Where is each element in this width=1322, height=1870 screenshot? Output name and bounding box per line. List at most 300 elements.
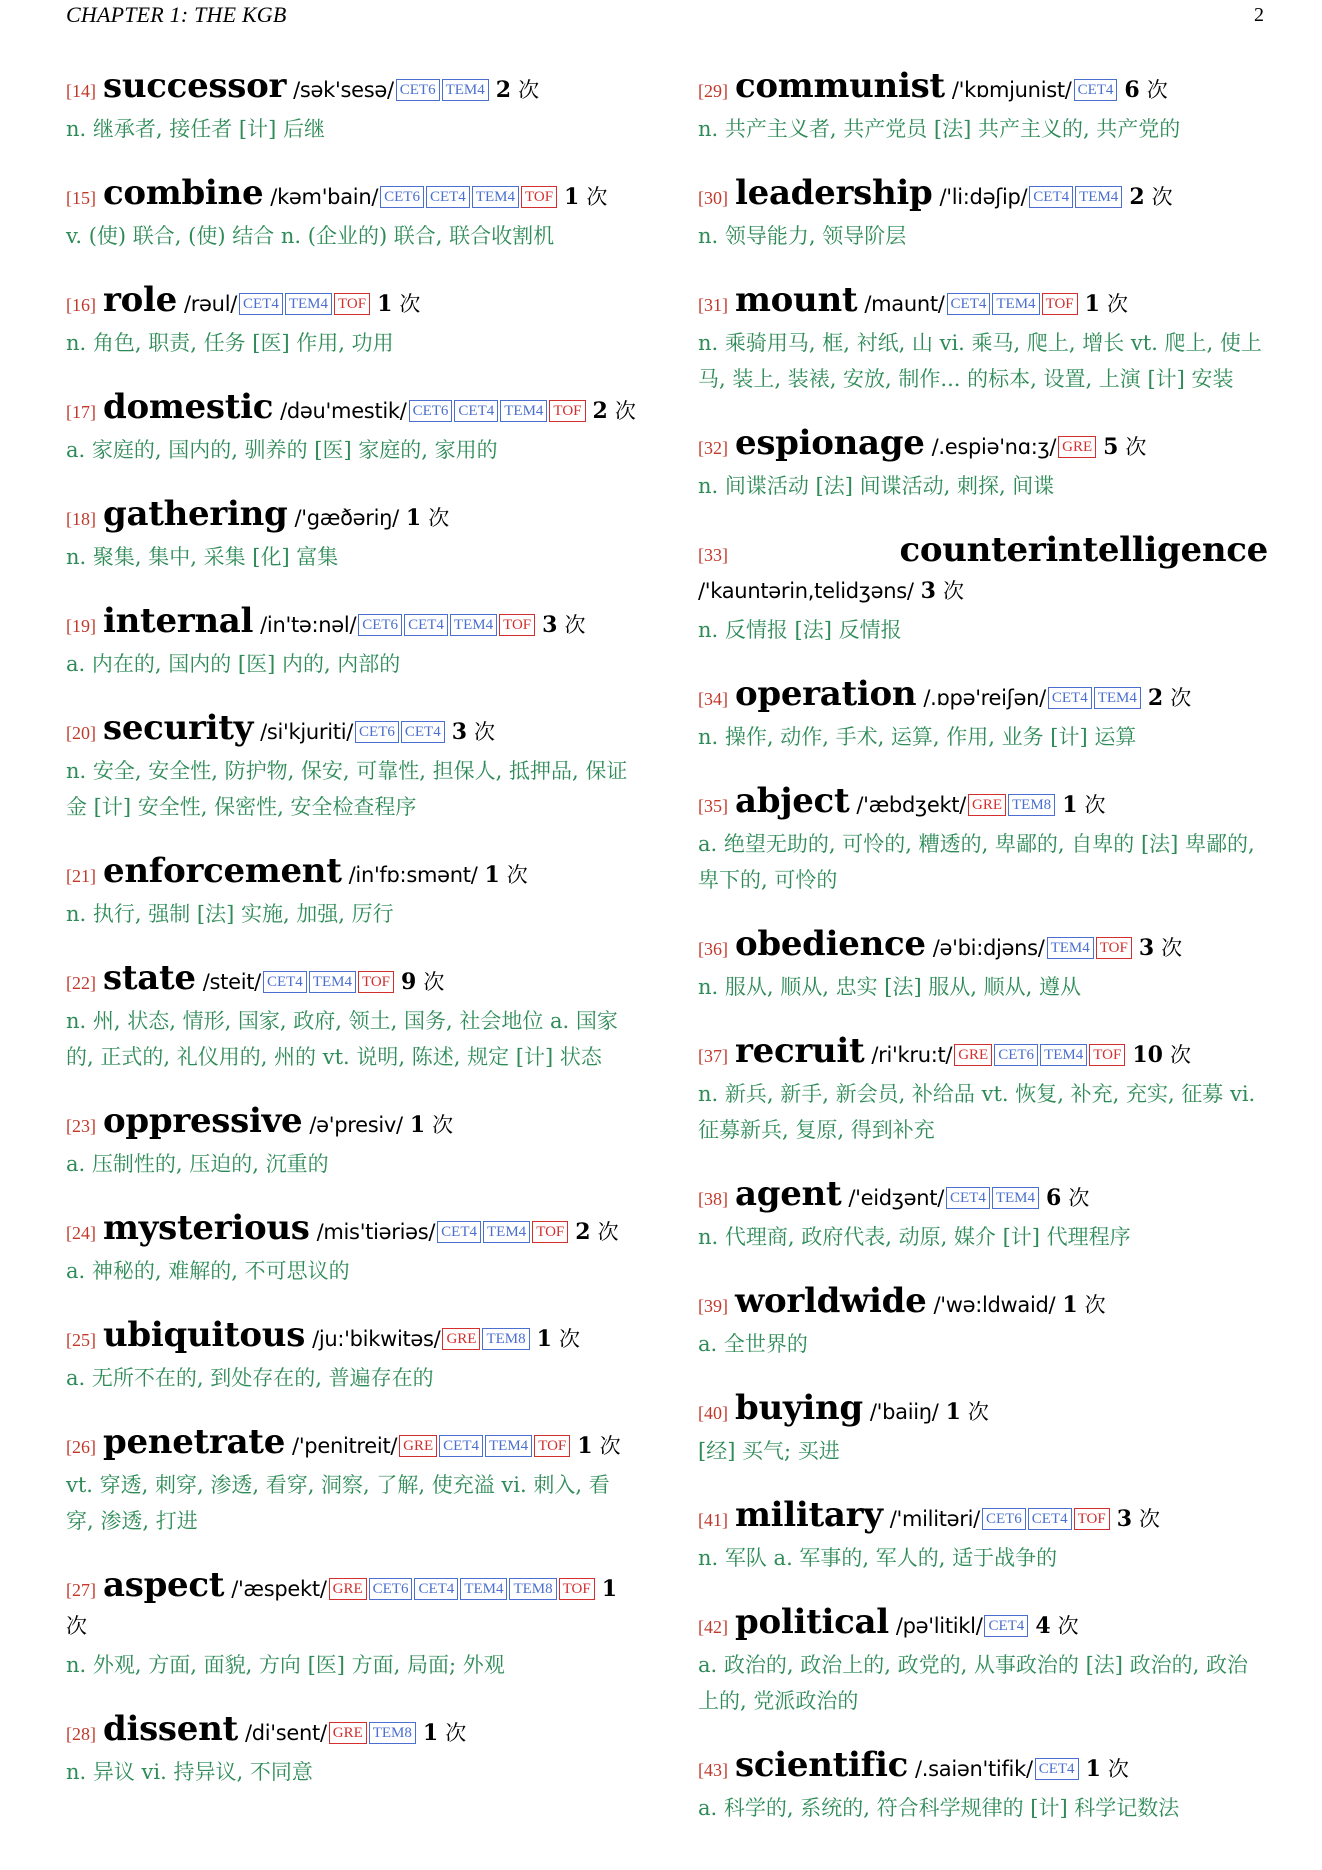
entry-number: [19]	[66, 616, 96, 636]
definition: n. 外观, 方面, 面貌, 方向 [医] 方面, 局面; 外观	[66, 1653, 505, 1677]
entry-number: [14]	[66, 81, 96, 101]
exam-tag-cet4: CET4	[414, 1578, 458, 1600]
frequency-unit: 次	[1106, 292, 1128, 316]
frequency-unit: 次	[1170, 686, 1192, 710]
frequency-count: 1	[1084, 291, 1100, 317]
pronunciation: /ju:'bikwitəs/	[312, 1327, 441, 1351]
entry-number: [40]	[698, 1403, 728, 1423]
exam-tag-tem4: TEM4	[309, 971, 356, 993]
pronunciation: /'li:dəʃip/	[939, 185, 1028, 209]
headword: agent	[735, 1174, 842, 1214]
entry-headline	[66, 68, 636, 109]
definition: n. 安全, 安全性, 防护物, 保安, 可靠性, 担保人, 抵押品, 保证金 [计] 安全性, 保密性, 安全检查程序	[66, 759, 628, 819]
headword: role	[103, 280, 177, 320]
frequency-count: 1	[536, 1326, 552, 1352]
definition: vt. 穿透, 刺穿, 渗透, 看穿, 洞察, 了解, 使充溢 vi. 刺入, 看穿, 渗透, 打进	[66, 1473, 610, 1533]
frequency-count: 1	[1062, 792, 1078, 818]
entry-number: [33]	[698, 545, 728, 565]
exam-tag-tof: TOF	[1089, 1044, 1125, 1066]
frequency-count: 6	[1046, 1185, 1062, 1211]
entry-number: [30]	[698, 188, 728, 208]
vocab-entry	[66, 1317, 636, 1396]
headword: combine	[103, 173, 264, 213]
headword: security	[103, 708, 254, 748]
frequency-unit: 次	[445, 1721, 467, 1745]
exam-tag-gre: GRE	[1058, 436, 1096, 458]
entry-headline	[66, 389, 636, 430]
definition: n. 反情报 [法] 反情报	[698, 618, 902, 642]
chapter-title: CHAPTER 1: THE KGB	[66, 2, 287, 27]
exam-tag-cet4: CET4	[1035, 1758, 1079, 1780]
frequency-count: 3	[542, 612, 558, 638]
frequency-unit: 次	[518, 78, 540, 102]
exam-tag-cet4: CET4	[1048, 687, 1092, 709]
frequency-unit: 次	[1068, 1186, 1090, 1210]
entry-headline	[66, 603, 636, 644]
entry-number: [39]	[698, 1296, 728, 1316]
headword: worldwide	[735, 1281, 927, 1321]
exam-tag-cet4: CET4	[439, 1435, 483, 1457]
exam-tag-tem4: TEM4	[483, 1221, 530, 1243]
exam-tag-cet4: CET4	[1074, 79, 1118, 101]
exam-tag-tof: TOF	[521, 186, 557, 208]
frequency-count: 2	[495, 77, 512, 103]
vocab-entry	[698, 783, 1268, 898]
headword: leadership	[735, 173, 933, 213]
vocab-entry	[66, 1567, 636, 1683]
exam-tag-cet4: CET4	[454, 400, 498, 422]
pronunciation: /dəu'mestik/	[280, 399, 407, 423]
frequency-count: 4	[1035, 1613, 1051, 1639]
frequency-unit: 次	[1084, 793, 1106, 817]
exam-tag-tem4: TEM4	[285, 293, 332, 315]
entry-headline	[698, 1033, 1268, 1074]
definition: n. 服从, 顺从, 忠实 [法] 服从, 顺从, 遵从	[698, 975, 1082, 999]
headword: scientific	[735, 1745, 908, 1785]
pronunciation: /'æspekt/	[231, 1577, 327, 1601]
frequency-count: 2	[1129, 184, 1145, 210]
entry-number: [15]	[66, 188, 96, 208]
entry-headline	[66, 1711, 636, 1752]
headword-line	[698, 532, 1268, 573]
definition: a. 神秘的, 难解的, 不可思议的	[66, 1259, 350, 1283]
pronunciation: /maunt/	[864, 292, 945, 316]
vocab-entry	[698, 1747, 1268, 1826]
definition: n. 共产主义者, 共产党员 [法] 共产主义的, 共产党的	[698, 117, 1181, 141]
vocab-entry	[66, 1711, 636, 1790]
headword: successor	[103, 66, 287, 106]
frequency-count: 5	[1103, 434, 1119, 460]
pronunciation: /'kɒmjunist/	[951, 78, 1072, 102]
frequency-unit: 次	[597, 1220, 619, 1244]
definition: n. 乘骑用马, 框, 衬纸, 山 vi. 乘马, 爬上, 增长 vt. 爬上, 使上马, 装上, 装裱, 安放, 制作... 的标本, 设置, 上演 [计] 安装	[698, 331, 1262, 391]
exam-tag-tof: TOF	[1096, 937, 1132, 959]
exam-tag-gre: GRE	[329, 1722, 367, 1744]
pronunciation: /.espiə'nɑ:ʒ/	[931, 435, 1057, 459]
entry-number: [37]	[698, 1046, 728, 1066]
entry-headline	[698, 1604, 1268, 1645]
frequency-unit: 次	[423, 970, 445, 994]
entry-headline	[66, 496, 636, 537]
exam-tag-tem4: TEM4	[1075, 186, 1122, 208]
exam-tag-tof: TOF	[1042, 293, 1078, 315]
exam-tag-tof: TOF	[358, 971, 394, 993]
headword: communist	[735, 66, 945, 106]
pronunciation: /ə'presiv/	[309, 1113, 403, 1137]
frequency-unit: 次	[1161, 936, 1183, 960]
exam-tag-tem4: TEM4	[1094, 687, 1141, 709]
entry-headline	[698, 1176, 1268, 1217]
entry-number: [16]	[66, 295, 96, 315]
entry-headline	[66, 1424, 636, 1465]
entry-number: [38]	[698, 1189, 728, 1209]
frequency-count: 2	[592, 398, 608, 424]
entry-headline	[698, 425, 1268, 466]
headword: dissent	[103, 1709, 238, 1749]
headword: enforcement	[103, 851, 342, 891]
entry-headline	[698, 532, 1268, 610]
definition: a. 压制性的, 压迫的, 沉重的	[66, 1152, 329, 1176]
pronunciation: /in'tə:nəl/	[260, 613, 357, 637]
definition: n. 执行, 强制 [法] 实施, 加强, 厉行	[66, 902, 394, 926]
headword: mysterious	[103, 1208, 310, 1248]
frequency-count: 1	[377, 291, 393, 317]
exam-tag-tem4: TEM4	[450, 614, 497, 636]
entry-number: [21]	[66, 866, 96, 886]
entry-number: [22]	[66, 973, 96, 993]
entry-headline	[66, 960, 636, 1001]
frequency-unit: 次	[399, 292, 421, 316]
vocab-entry	[66, 68, 636, 147]
vocab-entry	[66, 1210, 636, 1289]
exam-tag-cet6: CET6	[355, 721, 399, 743]
exam-tag-tem4: TEM4	[442, 79, 489, 101]
exam-tag-cet6: CET6	[396, 79, 440, 101]
frequency-count: 1	[484, 862, 500, 888]
pronunciation: /pə'litikl/	[895, 1614, 983, 1638]
headword: oppressive	[103, 1101, 303, 1141]
pronunciation: /ri'kru:t/	[871, 1043, 953, 1067]
entry-headline	[698, 1497, 1268, 1538]
vocab-entry	[66, 282, 636, 361]
exam-tag-cet4: CET4	[984, 1615, 1028, 1637]
frequency-count: 3	[1138, 935, 1155, 961]
frequency-unit: 次	[428, 506, 450, 530]
frequency-count: 9	[401, 969, 417, 995]
frequency-count: 1	[1085, 1756, 1101, 1782]
definition: a. 政治的, 政治上的, 政党的, 从事政治的 [法] 政治的, 政治上的, 党派政治的	[698, 1653, 1249, 1713]
exam-tag-tem4: TEM4	[500, 400, 547, 422]
vocab-entry	[698, 175, 1268, 254]
headword: counterintelligence	[899, 530, 1268, 570]
entry-number: [31]	[698, 295, 728, 315]
entry-number: [36]	[698, 939, 728, 959]
entry-headline	[66, 710, 636, 751]
entry-number: [28]	[66, 1724, 96, 1744]
entry-number: [41]	[698, 1510, 728, 1530]
frequency-count: 1	[405, 505, 422, 531]
frequency-count: 1	[409, 1112, 426, 1138]
vocab-entry	[698, 1176, 1268, 1255]
frequency-unit: 次	[66, 1614, 87, 1638]
pronunciation: /'gæðəriŋ/	[294, 506, 399, 530]
frequency-unit: 次	[967, 1400, 989, 1424]
definition: n. 州, 状态, 情形, 国家, 政府, 领土, 国务, 社会地位 a. 国家的, 正式的, 礼仪用的, 州的 vt. 说明, 陈述, 规定 [计] 状态	[66, 1009, 618, 1069]
frequency-unit: 次	[1146, 78, 1168, 102]
headword: mount	[735, 280, 858, 320]
exam-tag-gre: GRE	[399, 1435, 437, 1457]
entry-number: [35]	[698, 796, 728, 816]
frequency-unit: 次	[599, 1434, 621, 1458]
definition: a. 科学的, 系统的, 符合科学规律的 [计] 科学记数法	[698, 1796, 1180, 1820]
pronunciation: /kəm'bain/	[270, 185, 379, 209]
vocab-entry	[66, 496, 636, 575]
entry-number: [26]	[66, 1437, 96, 1457]
definition: a. 绝望无助的, 可怜的, 糟透的, 卑鄙的, 自卑的 [法] 卑鄙的, 卑下的, 可怜的	[698, 832, 1255, 892]
definition: n. 领导能力, 领导阶层	[698, 224, 907, 248]
exam-tag-cet4: CET4	[947, 293, 991, 315]
pronunciation: /ə'bi:djəns/	[932, 936, 1045, 960]
frequency-unit: 次	[1169, 1043, 1191, 1067]
vocab-entry	[698, 282, 1268, 397]
frequency-count: 3	[920, 578, 936, 604]
exam-tag-cet6: CET6	[380, 186, 424, 208]
frequency-unit: 次	[942, 579, 964, 603]
entry-number: [17]	[66, 402, 96, 422]
definition: n. 间谍活动 [法] 间谍活动, 刺探, 间谍	[698, 474, 1055, 498]
frequency-unit: 次	[558, 1327, 580, 1351]
entry-headline	[66, 282, 636, 323]
headword: ubiquitous	[103, 1315, 306, 1355]
frequency-count: 2	[575, 1219, 591, 1245]
entry-headline	[698, 926, 1268, 967]
entry-number: [24]	[66, 1223, 96, 1243]
vocab-entry	[66, 960, 636, 1075]
definition: a. 无所不在的, 到处存在的, 普遍存在的	[66, 1366, 434, 1390]
vocab-entry	[66, 1103, 636, 1182]
frequency-unit: 次	[1125, 435, 1147, 459]
frequency-count: 1	[422, 1720, 439, 1746]
vocab-entry	[66, 175, 636, 254]
exam-tag-tem4: TEM4	[992, 1187, 1039, 1209]
exam-tag-cet6: CET6	[358, 614, 402, 636]
entry-headline	[698, 1747, 1268, 1788]
exam-tag-tem4: TEM4	[992, 293, 1039, 315]
entry-headline	[66, 1317, 636, 1358]
exam-tag-tof: TOF	[549, 400, 585, 422]
pronunciation: /.ɒpə'reiʃən/	[923, 686, 1046, 710]
pronunciation: /.saiən'tifik/	[914, 1757, 1033, 1781]
pronunciation: /in'fɒ:smənt/	[348, 863, 478, 887]
exam-tag-cet6: CET6	[369, 1578, 413, 1600]
vocab-entry	[698, 676, 1268, 755]
entry-number: [43]	[698, 1760, 728, 1780]
pronunciation: /steit/	[202, 970, 261, 994]
frequency-unit: 次	[1151, 185, 1173, 209]
vocab-entry	[698, 1283, 1268, 1362]
exam-tag-tem4: TEM4	[1040, 1044, 1087, 1066]
definition: a. 内在的, 国内的 [医] 内的, 内部的	[66, 652, 401, 676]
frequency-unit: 次	[1139, 1507, 1161, 1531]
exam-tag-tem8: TEM8	[509, 1578, 556, 1600]
pronunciation: /rəul/	[183, 292, 238, 316]
entry-number: [27]	[66, 1580, 96, 1600]
exam-tag-gre: GRE	[954, 1044, 992, 1066]
exam-tag-gre: GRE	[329, 1578, 367, 1600]
exam-tag-tof: TOF	[559, 1578, 595, 1600]
page-header	[66, 2, 1264, 28]
pronunciation: /'eidʒənt/	[848, 1186, 944, 1210]
headword: internal	[103, 601, 254, 641]
vocab-entry	[698, 425, 1268, 504]
entry-number: [42]	[698, 1617, 728, 1637]
entry-number: [20]	[66, 723, 96, 743]
headword: abject	[735, 781, 850, 821]
entry-headline	[698, 282, 1268, 323]
exam-tag-cet4: CET4	[404, 614, 448, 636]
entry-headline	[698, 783, 1268, 824]
frequency-count: 1	[945, 1399, 961, 1425]
exam-tag-tof: TOF	[499, 614, 535, 636]
exam-tag-cet6: CET6	[994, 1044, 1038, 1066]
exam-tag-cet4: CET4	[1028, 1508, 1072, 1530]
definition: a. 家庭的, 国内的, 驯养的 [医] 家庭的, 家用的	[66, 438, 498, 462]
exam-tag-tem4: TEM4	[1047, 937, 1094, 959]
definition: n. 代理商, 政府代表, 动原, 媒介 [计] 代理程序	[698, 1225, 1131, 1249]
headword: state	[103, 958, 196, 998]
headword: buying	[735, 1388, 863, 1428]
definition: v. (使) 联合, (使) 结合 n. (企业的) 联合, 联合收割机	[66, 224, 555, 248]
frequency-count: 6	[1124, 77, 1140, 103]
frequency-count: 10	[1132, 1042, 1163, 1068]
frequency-count: 2	[1147, 685, 1164, 711]
entry-number: [25]	[66, 1330, 96, 1350]
frequency-count: 1	[1062, 1292, 1078, 1318]
entry-headline	[698, 68, 1268, 109]
definition: n. 军队 a. 军事的, 军人的, 适于战争的	[698, 1546, 1058, 1570]
headword: military	[735, 1495, 883, 1535]
vocab-entry	[698, 68, 1268, 147]
left-column	[66, 68, 636, 1818]
frequency-unit: 次	[474, 720, 496, 744]
frequency-count: 1	[564, 184, 580, 210]
entry-headline	[66, 853, 636, 894]
page-number: 2	[1254, 4, 1264, 26]
vocab-entry	[66, 603, 636, 682]
frequency-unit: 次	[1057, 1614, 1079, 1638]
frequency-unit: 次	[1107, 1757, 1129, 1781]
definition: a. 全世界的	[698, 1332, 808, 1356]
frequency-count: 1	[601, 1576, 618, 1602]
entry-number: [23]	[66, 1116, 96, 1136]
exam-tag-cet4: CET4	[1029, 186, 1073, 208]
vocab-entry	[698, 1497, 1268, 1576]
pronunciation: /'wə:ldwaid/	[933, 1293, 1056, 1317]
frequency-unit: 次	[564, 613, 586, 637]
exam-tag-tem4: TEM4	[472, 186, 519, 208]
entry-headline	[66, 1210, 636, 1251]
entry-headline	[66, 175, 636, 216]
entry-number: [32]	[698, 438, 728, 458]
vocab-entry	[66, 710, 636, 825]
exam-tag-tof: TOF	[532, 1221, 568, 1243]
exam-tag-tem4: TEM4	[460, 1578, 507, 1600]
entry-number: [18]	[66, 509, 96, 529]
exam-tag-tem4: TEM4	[485, 1435, 532, 1457]
exam-tag-cet4: CET4	[401, 721, 445, 743]
vocab-entry	[698, 532, 1268, 648]
definition: n. 继承者, 接任者 [计] 后继	[66, 117, 325, 141]
entry-headline	[66, 1103, 636, 1144]
frequency-count: 3	[1116, 1506, 1133, 1532]
pronunciation: /'æbdʒekt/	[856, 793, 967, 817]
exam-tag-cet4: CET4	[263, 971, 307, 993]
vocab-entry	[66, 1424, 636, 1539]
entry-number: [29]	[698, 81, 728, 101]
exam-tag-cet4: CET4	[239, 293, 283, 315]
vocab-entry	[698, 1390, 1268, 1469]
frequency-unit: 次	[614, 399, 636, 423]
vocab-entry	[698, 1033, 1268, 1148]
definition: n. 聚集, 集中, 采集 [化] 富集	[66, 545, 339, 569]
headword: obedience	[735, 924, 926, 964]
vocab-entry	[698, 926, 1268, 1005]
exam-tag-tem8: TEM8	[1008, 794, 1055, 816]
pronunciation: /'penitreit/	[292, 1434, 398, 1458]
headword: penetrate	[103, 1422, 286, 1462]
headword: aspect	[103, 1565, 225, 1605]
entry-headline	[66, 1567, 636, 1645]
pronunciation: /si'kjuriti/	[260, 720, 354, 744]
pronunciation: /'kauntərin,telidʒəns/	[698, 579, 914, 603]
exam-tag-cet4: CET4	[946, 1187, 990, 1209]
headword: gathering	[103, 494, 288, 534]
exam-tag-tof: TOF	[334, 293, 370, 315]
exam-tag-tem8: TEM8	[482, 1328, 529, 1350]
entry-headline	[698, 676, 1268, 717]
headword: operation	[735, 674, 917, 714]
frequency-unit: 次	[506, 863, 528, 887]
definition: n. 角色, 职责, 任务 [医] 作用, 功用	[66, 331, 394, 355]
exam-tag-tof: TOF	[534, 1435, 570, 1457]
exam-tag-cet6: CET6	[409, 400, 453, 422]
vocab-entry	[698, 1604, 1268, 1719]
pronunciation: /di'sent/	[244, 1721, 327, 1745]
headword: espionage	[735, 423, 925, 463]
frequency-unit: 次	[1084, 1293, 1106, 1317]
entry-headline	[698, 1283, 1268, 1324]
vocab-entry	[66, 853, 636, 932]
definition: [经] 买气; 买进	[698, 1439, 840, 1463]
frequency-unit: 次	[586, 185, 608, 209]
headword: political	[735, 1602, 889, 1642]
pronunciation: /sək'sesə/	[293, 78, 394, 102]
pronunciation: /mis'tiəriəs/	[316, 1220, 436, 1244]
definition: n. 异议 vi. 持异议, 不同意	[66, 1760, 313, 1784]
exam-tag-tem8: TEM8	[369, 1722, 416, 1744]
pronunciation-line	[698, 573, 1268, 610]
pronunciation: /'militəri/	[889, 1507, 980, 1531]
exam-tag-tof: TOF	[1074, 1508, 1110, 1530]
pronunciation: /'baiiŋ/	[869, 1400, 939, 1424]
entry-headline	[698, 175, 1268, 216]
definition: n. 新兵, 新手, 新会员, 补给品 vt. 恢复, 补充, 充实, 征募 vi. 征募新兵, 复原, 得到补充	[698, 1082, 1256, 1142]
exam-tag-gre: GRE	[968, 794, 1006, 816]
entry-number: [34]	[698, 689, 728, 709]
exam-tag-cet4: CET4	[437, 1221, 481, 1243]
headword: domestic	[103, 387, 274, 427]
headword: recruit	[735, 1031, 865, 1071]
